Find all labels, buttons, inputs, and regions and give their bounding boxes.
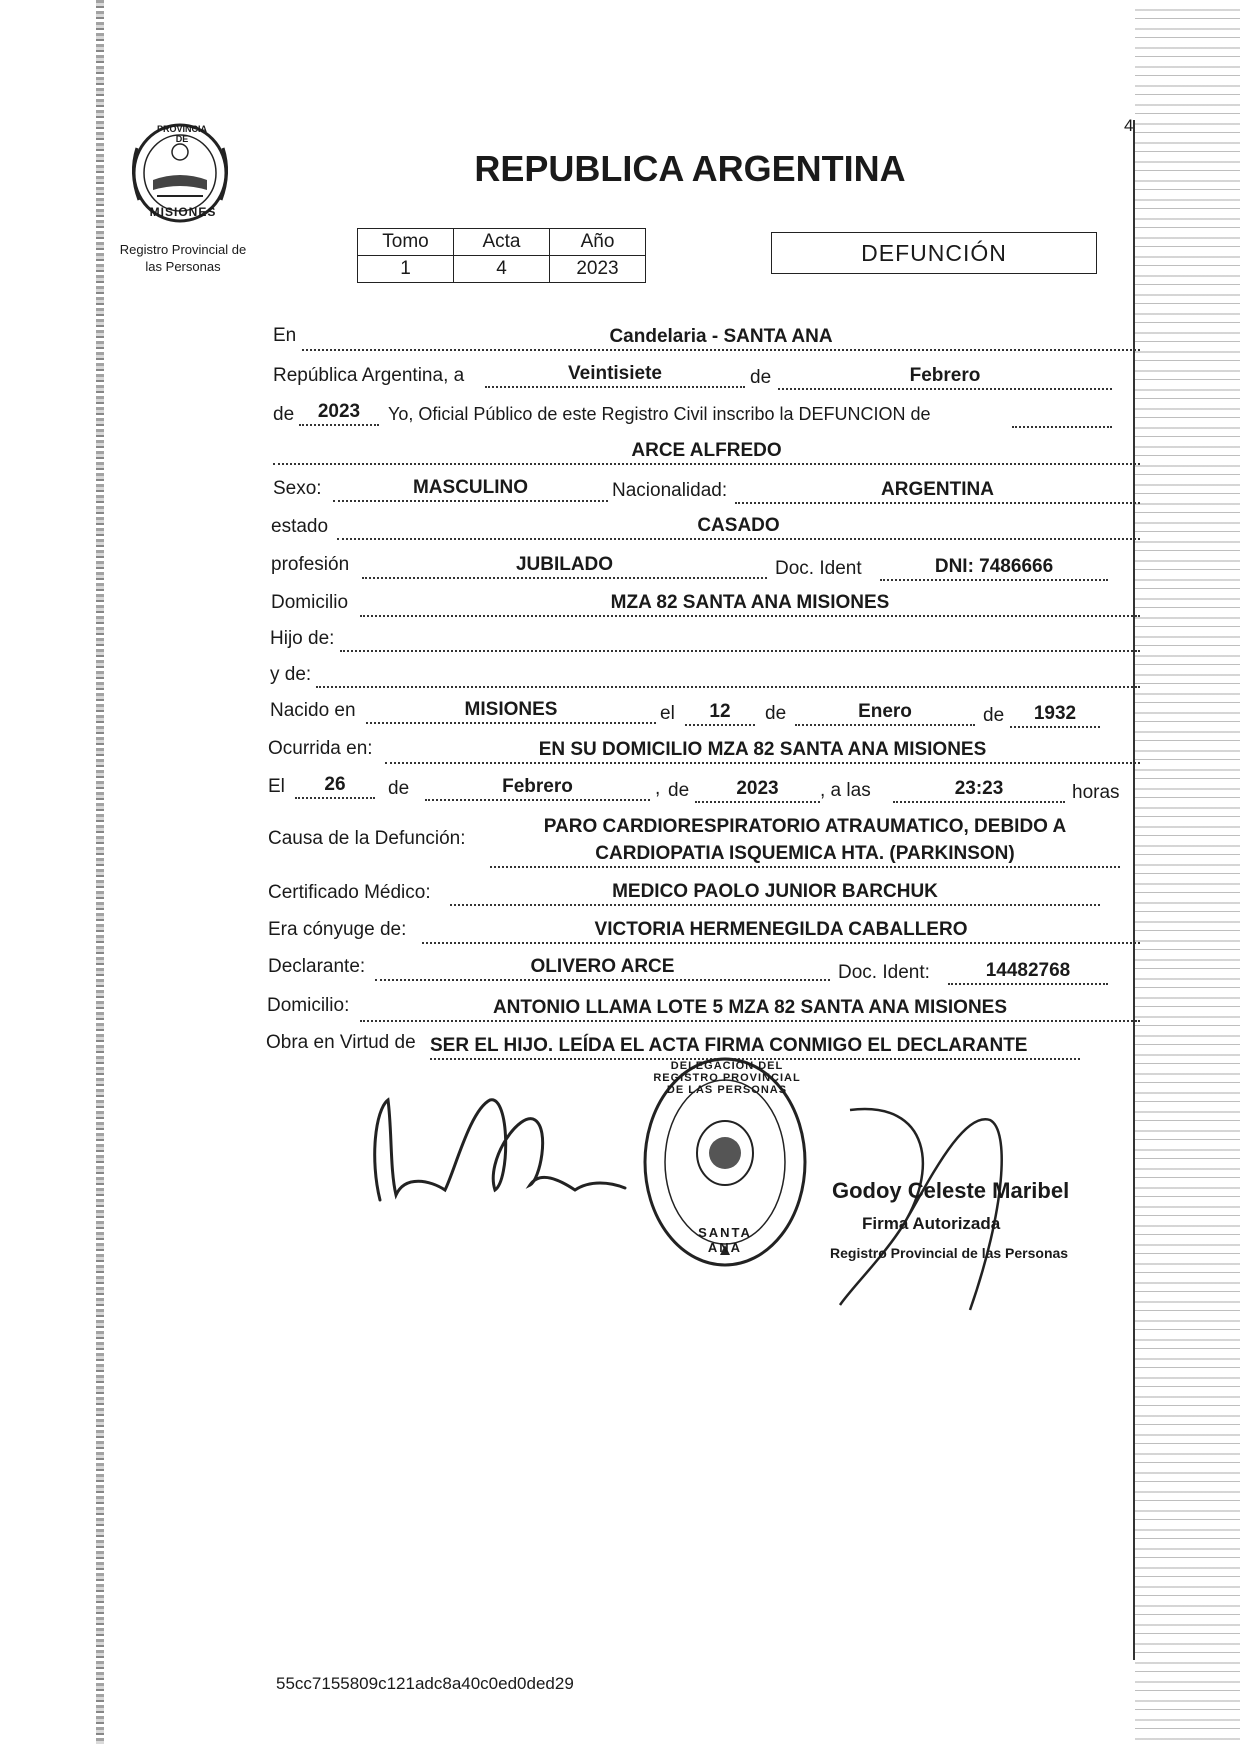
declarant-signature-icon bbox=[360, 1070, 630, 1220]
day-words: Veintisiete bbox=[485, 362, 745, 388]
seal-text-top: PROVINCIA DE bbox=[156, 124, 207, 144]
scan-left-edge bbox=[96, 0, 104, 1744]
acta-value: 4 bbox=[454, 256, 550, 283]
document-hash: 55cc7155809c121adc8a40c0ed0ded29 bbox=[276, 1674, 574, 1693]
causa-label: Causa de la Defunción: bbox=[268, 828, 466, 849]
year-label: de bbox=[273, 404, 295, 425]
birth-de-2: de bbox=[983, 705, 1005, 726]
page-number: 4 bbox=[1124, 116, 1134, 135]
obra-value: SER EL HIJO. LEÍDA EL ACTA FIRMA CONMIGO EL DECLARANTE bbox=[430, 1034, 1080, 1060]
domicilio-label: Domicilio bbox=[271, 592, 349, 613]
nacionalidad-value: ARGENTINA bbox=[735, 478, 1140, 504]
en-label: En bbox=[273, 325, 297, 346]
death-time: 23:23 bbox=[893, 777, 1065, 803]
ocurrida-label: Ocurrida en: bbox=[268, 738, 373, 759]
document-type-box: DEFUNCIÓN bbox=[771, 232, 1097, 274]
death-de-1: de bbox=[388, 778, 410, 799]
deceased-name: ARCE ALFREDO bbox=[273, 439, 1140, 465]
right-margin-line bbox=[1133, 120, 1135, 1660]
decl-doc-value: 14482768 bbox=[948, 959, 1108, 985]
death-month: Febrero bbox=[425, 775, 650, 801]
declarante-value: OLIVERO ARCE bbox=[375, 955, 830, 981]
nacido-value: MISIONES bbox=[366, 698, 656, 724]
nacionalidad-label: Nacionalidad: bbox=[612, 480, 728, 501]
record-table bbox=[357, 228, 646, 283]
stamp-text: DELEGACION DEL REGISTRO PROVINCIAL DE LAS PERSONAS bbox=[653, 1060, 801, 1096]
sexo-label: Sexo: bbox=[273, 478, 322, 499]
signer-role: Firma Autorizada bbox=[862, 1214, 1001, 1233]
hijo-label: Hijo de: bbox=[270, 628, 335, 649]
signer-name: Godoy Celeste Maribel bbox=[832, 1178, 1070, 1203]
conyuge-value: VICTORIA HERMENEGILDA CABALLERO bbox=[422, 918, 1140, 944]
registry-line-2: las Personas bbox=[145, 259, 221, 274]
death-sep: , bbox=[655, 778, 661, 799]
profesion-label: profesión bbox=[271, 554, 350, 575]
horas-label: horas bbox=[1072, 782, 1120, 803]
birth-year: 1932 bbox=[1010, 702, 1100, 728]
tomo-header: Tomo bbox=[358, 229, 454, 256]
signer-org: Registro Provincial de las Personas bbox=[830, 1245, 1069, 1261]
inscribo-dots bbox=[1012, 426, 1112, 428]
certificado-label: Certificado Médico: bbox=[268, 882, 431, 903]
estado-label: estado bbox=[271, 516, 329, 537]
inscribo-text: Yo, Oficial Público de este Registro Civil inscribo la DEFUNCION de bbox=[388, 404, 931, 424]
tomo-value: 1 bbox=[358, 256, 454, 283]
month-value: Febrero bbox=[778, 364, 1112, 390]
de-label: de bbox=[750, 367, 772, 388]
hijo-line bbox=[340, 650, 1140, 652]
seal-text-bottom: MISIONES bbox=[149, 205, 217, 219]
certificado-value: MEDICO PAOLO JUNIOR BARCHUK bbox=[450, 880, 1100, 906]
yde-label: y de: bbox=[270, 664, 312, 685]
birth-month: Enero bbox=[795, 700, 975, 726]
en-value: Candelaria - SANTA ANA bbox=[302, 325, 1140, 351]
nacido-label: Nacido en bbox=[270, 700, 356, 721]
ano-header: Año bbox=[550, 229, 646, 256]
scan-right-edge bbox=[1135, 0, 1240, 1744]
decl-doc-label: Doc. Ident: bbox=[838, 962, 930, 983]
ocurrida-value: EN SU DOMICILIO MZA 82 SANTA ANA MISIONES bbox=[385, 738, 1140, 764]
el-label: el bbox=[660, 703, 675, 724]
sexo-value: MASCULINO bbox=[333, 476, 608, 502]
birth-day: 12 bbox=[685, 700, 755, 726]
conyuge-label: Era cónyuge de: bbox=[268, 919, 407, 940]
causa-line-2: CARDIOPATIA ISQUEMICA HTA. (PARKINSON) bbox=[490, 842, 1120, 868]
death-year: 2023 bbox=[695, 777, 820, 803]
official-signature-icon bbox=[810, 1090, 1070, 1320]
registry-line-1: Registro Provincial de bbox=[119, 242, 247, 257]
year-value: 2023 bbox=[299, 400, 379, 426]
yde-line bbox=[316, 686, 1140, 688]
estado-value: CASADO bbox=[337, 514, 1140, 540]
acta-header: Acta bbox=[454, 229, 550, 256]
death-de-2: de bbox=[668, 780, 690, 801]
death-day: 26 bbox=[295, 773, 375, 799]
obra-label: Obra en Virtud de bbox=[266, 1032, 416, 1053]
page-title: REPUBLICA ARGENTINA bbox=[474, 148, 906, 189]
alas-label: , a las bbox=[820, 780, 871, 801]
doc-label: Doc. Ident bbox=[775, 558, 862, 579]
republica-label: República Argentina, a bbox=[273, 365, 465, 386]
stamp-bottom-text: SANTA ANA bbox=[698, 1225, 752, 1255]
decl-domicilio-value: ANTONIO LLAMA LOTE 5 MZA 82 SANTA ANA MISIONES bbox=[360, 996, 1140, 1022]
el2-label: El bbox=[268, 776, 285, 797]
profesion-value: JUBILADO bbox=[362, 553, 767, 579]
doc-value: DNI: 7486666 bbox=[880, 555, 1108, 581]
ano-value: 2023 bbox=[550, 256, 646, 283]
declarante-label: Declarante: bbox=[268, 956, 366, 977]
birth-de-1: de bbox=[765, 703, 787, 724]
domicilio-value: MZA 82 SANTA ANA MISIONES bbox=[360, 591, 1140, 617]
causa-line-1: PARO CARDIORESPIRATORIO ATRAUMATICO, DEBIDO A bbox=[543, 816, 1067, 837]
decl-domicilio-label: Domicilio: bbox=[267, 995, 350, 1016]
